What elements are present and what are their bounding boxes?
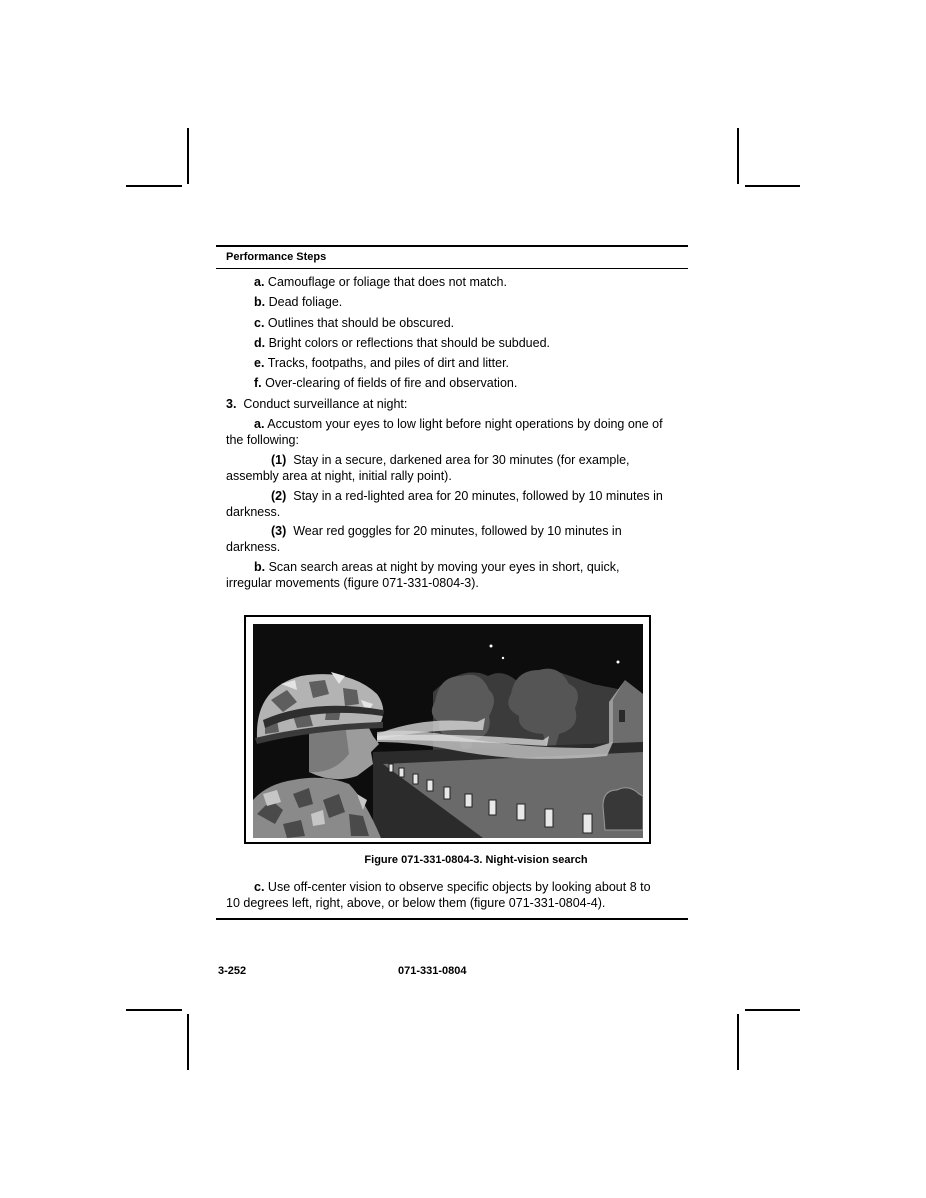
crop-mark bbox=[737, 128, 739, 184]
sub-paragraph: (3) Wear red goggles for 20 minutes, followed by 10 minutes in darkness. bbox=[226, 524, 622, 554]
list-item: b. Dead foliage. bbox=[254, 295, 343, 309]
step-heading: 3. Conduct surveillance at night: bbox=[226, 397, 408, 411]
figure-caption: Figure 071-331-0804-3. Night-vision search bbox=[364, 854, 588, 866]
paragraph: a. Accustom your eyes to low light before night operations by doing one of the following: bbox=[226, 417, 663, 447]
figure-night-vision-search bbox=[244, 615, 651, 844]
crop-mark bbox=[126, 1009, 182, 1011]
sub-paragraph: (2) Stay in a red-lighted area for 20 minutes, followed by 10 minutes in darkness. bbox=[226, 489, 663, 519]
paragraph: b. Scan search areas at night by moving your eyes in short, quick, irregular movements (figure 071-331-0804-3). bbox=[226, 560, 620, 590]
crop-mark bbox=[187, 1014, 189, 1070]
list-item: a. Camouflage or foliage that does not match. bbox=[254, 275, 507, 289]
night-scene-illustration bbox=[253, 624, 643, 838]
footer-rule bbox=[216, 918, 688, 920]
section-title: Performance Steps bbox=[226, 251, 327, 263]
crop-mark bbox=[745, 1009, 800, 1011]
crop-mark bbox=[745, 185, 800, 187]
sub-paragraph: (1) Stay in a secure, darkened area for 30 minutes (for example, assembly area at night, initial rally point). bbox=[226, 453, 630, 483]
list-item: e. Tracks, footpaths, and piles of dirt and litter. bbox=[254, 356, 510, 370]
crop-mark bbox=[187, 128, 189, 184]
header-rule-top bbox=[216, 245, 688, 247]
header-rule-bottom bbox=[216, 268, 688, 269]
list-item: d. Bright colors or reflections that should be subdued. bbox=[254, 336, 551, 350]
list-item: c. Outlines that should be obscured. bbox=[254, 316, 455, 330]
task-number: 071-331-0804 bbox=[398, 965, 467, 977]
list-item: f. Over-clearing of fields of fire and observation. bbox=[254, 376, 518, 390]
page-number: 3-252 bbox=[218, 965, 247, 977]
crop-mark bbox=[126, 185, 182, 187]
crop-mark bbox=[737, 1014, 739, 1070]
paragraph: c. Use off-center vision to observe specific objects by looking about 8 to 10 degrees left, right, above, or below them (figure 071-331-0804-4). bbox=[226, 880, 651, 910]
